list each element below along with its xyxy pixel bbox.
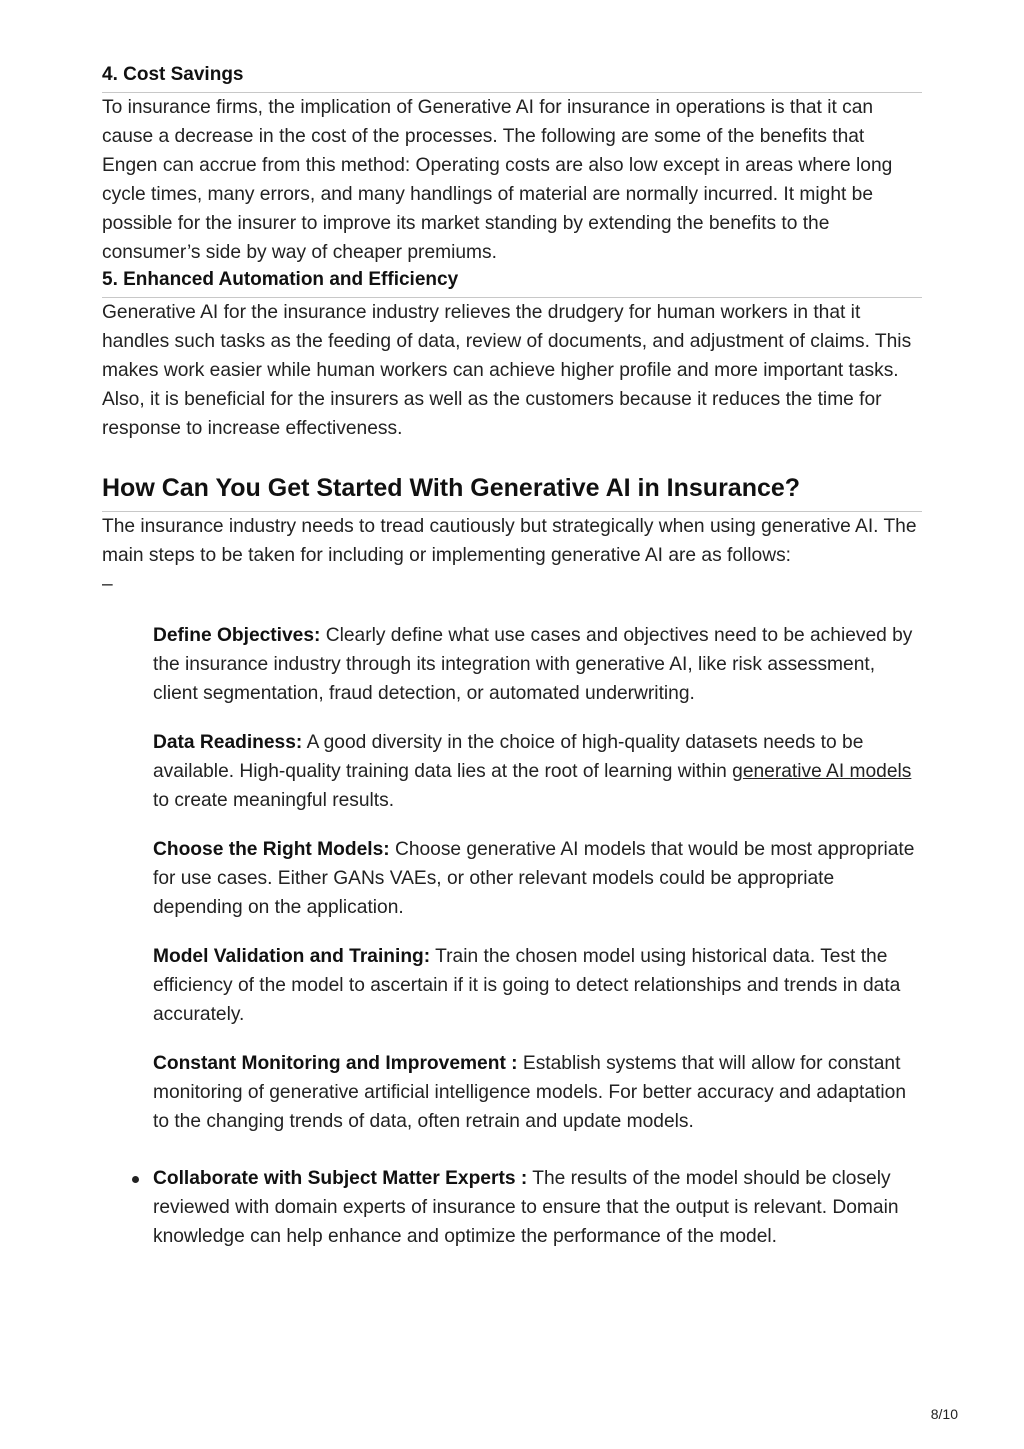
step-text: Establish systems that will allow for constant monitoring of generative artificial intelligence models. For better accuracy and adaptation to the changing trends of data, often retrain and update models. xyxy=(153,1053,906,1132)
step-title: Data Readiness: xyxy=(153,732,303,753)
step-text: A good diversity in the choice of high-quality datasets needs to be available. High-quality training data lies at the root of learning within xyxy=(153,732,864,782)
step-text: Choose generative AI models that would be most appropriate for use cases. Either GANs VAEs, or other relevant models could be appropriate depending on the application. xyxy=(153,839,915,918)
document-page xyxy=(102,62,922,1271)
step-title: Choose the Right Models: xyxy=(153,839,390,860)
page-number: 8/10 xyxy=(930,1406,958,1422)
cost-savings-paragraph: To insurance firms, the implication of Generative AI for insurance in operations is that it can cause a decrease in the cost of the processes. The following are some of the benefits that Engen can accrue from this method: Operating costs are also low except in areas where long cycle times, many errors, and many handlings of material are normally incurred. It might be possible for the insurer to improve its market standing by extending the benefits to the consumer’s side by way of cheaper premiums. xyxy=(102,97,893,263)
list-item xyxy=(102,621,922,708)
getting-started-heading: How Can You Get Started With Generative AI in Insurance? xyxy=(102,471,922,512)
list-item xyxy=(102,835,922,922)
automation-paragraph: Generative AI for the insurance industry relieves the drudgery for human workers in that it handles such tasks as the feeding of data, review of documents, and adjustment of claims. This makes work easier while human workers can achieve higher profile and more important tasks. Also, it is beneficial for the insurers as well as the customers because it reduces the time for response to increase effectiveness. xyxy=(102,302,912,439)
list-item xyxy=(102,1049,922,1136)
step-title: Constant Monitoring and Improvement : xyxy=(153,1053,518,1074)
step-title: Collaborate with Subject Matter Experts : xyxy=(153,1168,528,1189)
list-item-bulleted xyxy=(102,1164,922,1251)
intro-dash: – xyxy=(102,574,113,595)
intro-text: The insurance industry needs to tread cautiously but strategically when using generative AI. The main steps to be taken for including or implementing generative AI are as follows: xyxy=(102,516,917,566)
step-text: The results of the model should be closely reviewed with domain experts of insurance to ensure that the output is relevant. Domain knowledge can help enhance and optimize the performance of the model. xyxy=(153,1168,899,1247)
step-text: Train the chosen model using historical data. Test the efficiency of the model to ascertain if it is going to detect relationships and trends in data accurately. xyxy=(153,946,901,1025)
section-heading-automation: 5. Enhanced Automation and Efficiency xyxy=(102,267,922,298)
step-text: to create meaningful results. xyxy=(153,790,395,811)
step-title: Define Objectives: xyxy=(153,625,321,646)
list-item xyxy=(102,728,922,815)
getting-started-intro xyxy=(102,512,922,599)
generative-ai-models-link[interactable]: generative AI models xyxy=(732,761,912,782)
steps-list xyxy=(102,621,922,1251)
section-heading-cost-savings: 4. Cost Savings xyxy=(102,62,922,93)
step-title: Model Validation and Training: xyxy=(153,946,431,967)
list-item xyxy=(102,942,922,1029)
step-text: Clearly define what use cases and objectives need to be achieved by the insurance industry through its integration with generative AI, like risk assessment, client segmentation, fraud detection, or automated underwriting. xyxy=(153,625,913,704)
